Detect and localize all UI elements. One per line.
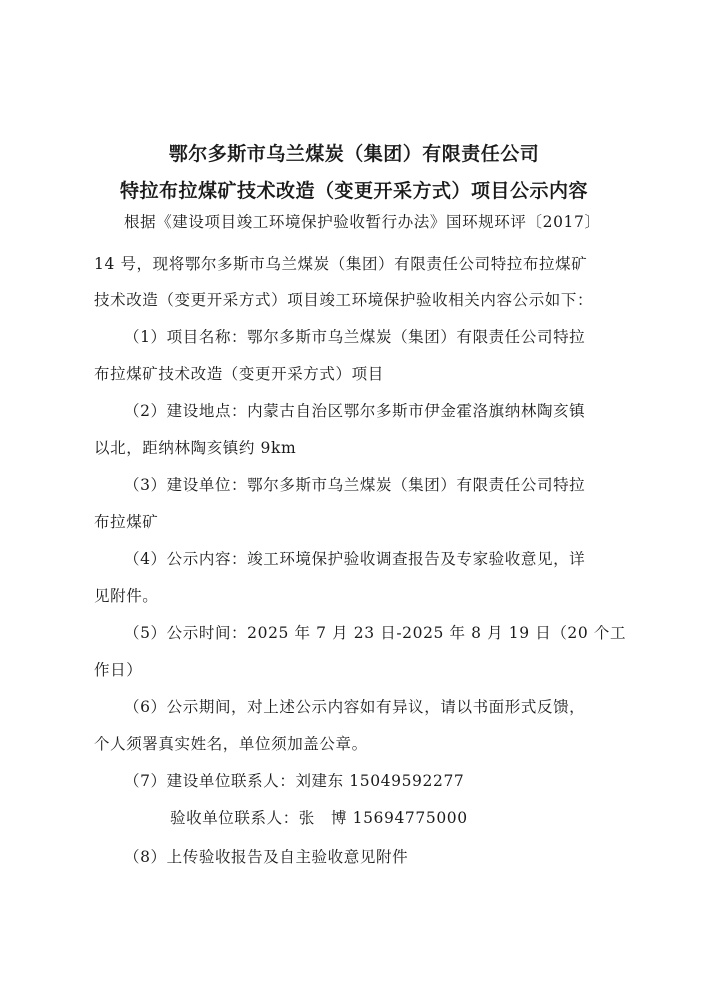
item-5-line-2: 作日）	[94, 661, 143, 679]
document-title-line-1: 鄂尔多斯市乌兰煤炭（集团）有限责任公司	[168, 143, 540, 165]
item-7-line-1: （7）建设单位联系人：刘建东 15049592277	[124, 772, 465, 790]
item-3-line-2: 布拉煤矿	[94, 513, 159, 531]
item-2-line-2: 以北，距纳林陶亥镇约 9km	[94, 439, 297, 457]
intro-line-3: 技术改造（变更开采方式）项目竣工环境保护验收相关内容公示如下：	[94, 291, 594, 309]
item-6-line-1: （6）公示期间，对上述公示内容如有异议，请以书面形式反馈，	[124, 698, 586, 716]
item-3-line-1: （3）建设单位：鄂尔多斯市乌兰煤炭（集团）有限责任公司特拉	[124, 476, 586, 494]
item-1-line-1: （1）项目名称：鄂尔多斯市乌兰煤炭（集团）有限责任公司特拉	[124, 328, 586, 346]
item-4-line-1: （4）公示内容：竣工环境保护验收调查报告及专家验收意见，详	[124, 550, 586, 568]
item-1-line-2: 布拉煤矿技术改造（变更开采方式）项目	[94, 365, 384, 383]
item-7-line-2: 验收单位联系人：张 博 15694775000	[170, 809, 468, 827]
item-2-line-1: （2）建设地点：内蒙古自治区鄂尔多斯市伊金霍洛旗纳林陶亥镇	[124, 402, 586, 420]
item-4-line-2: 见附件。	[94, 587, 159, 605]
item-5-line-1: （5）公示时间：2025 年 7 月 23 日-2025 年 8 月 19 日（20 个工	[124, 624, 627, 642]
item-6-line-2: 个人须署真实姓名，单位须加盖公章。	[94, 735, 368, 753]
intro-line-2: 14 号，现将鄂尔多斯市乌兰煤炭（集团）有限责任公司特拉布拉煤矿	[94, 255, 588, 273]
item-8-line: （8）上传验收报告及自主验收意见附件	[124, 848, 409, 866]
intro-line-1: 根据《建设项目竣工环境保护验收暂行办法》国环规环评〔2017〕	[124, 213, 601, 231]
document-title-line-2: 特拉布拉煤矿技术改造（变更开采方式）项目公示内容	[119, 180, 588, 202]
